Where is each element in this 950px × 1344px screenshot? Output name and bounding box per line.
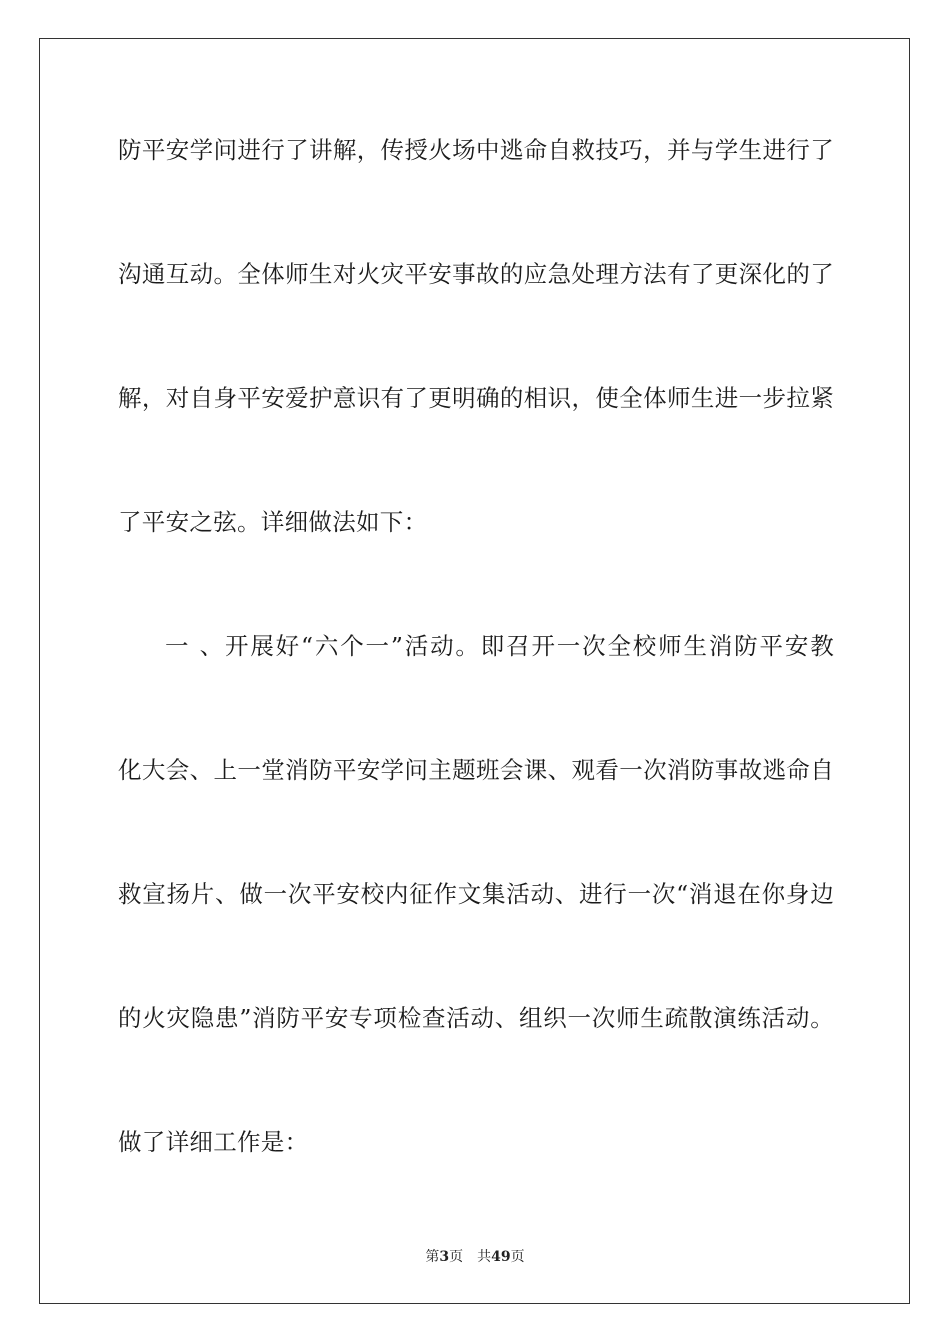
paragraph-line-8: 的火灾隐患”消防平安专项检查活动、组织一次师生疏散演练活动。 [118, 1004, 834, 1032]
paragraph-line-9: 做了详细工作是： [118, 1128, 309, 1156]
page-number: 3 [439, 1249, 450, 1265]
page-footer [0, 1247, 950, 1267]
page-frame [39, 38, 910, 1304]
paragraph-line-7: 救宣扬片、做一次平安校内征作文集活动、进行一次“消退在你身边 [118, 880, 834, 908]
total-prefix: 共 [477, 1249, 492, 1265]
total-suffix: 页 [510, 1249, 525, 1265]
page-suffix: 页 [449, 1249, 464, 1265]
page-prefix: 第 [425, 1249, 440, 1265]
paragraph-line-2: 沟通互动。全体师生对火灾平安事故的应急处理方法有了更深化的了 [118, 260, 834, 288]
paragraph-line-1: 防平安学问进行了讲解，传授火场中逃命自救技巧，并与学生进行了 [118, 136, 834, 164]
paragraph-line-4: 了平安之弦。详细做法如下： [118, 508, 428, 536]
paragraph-line-5: 一 、开展好“六个一”活动。即召开一次全校师生消防平安教 [165, 632, 834, 660]
paragraph-line-6: 化大会、上一堂消防平安学问主题班会课、观看一次消防事故逃命自 [118, 756, 834, 784]
total-pages: 49 [491, 1249, 511, 1265]
paragraph-line-3: 解，对自身平安爱护意识有了更明确的相识，使全体师生进一步拉紧 [118, 384, 834, 412]
